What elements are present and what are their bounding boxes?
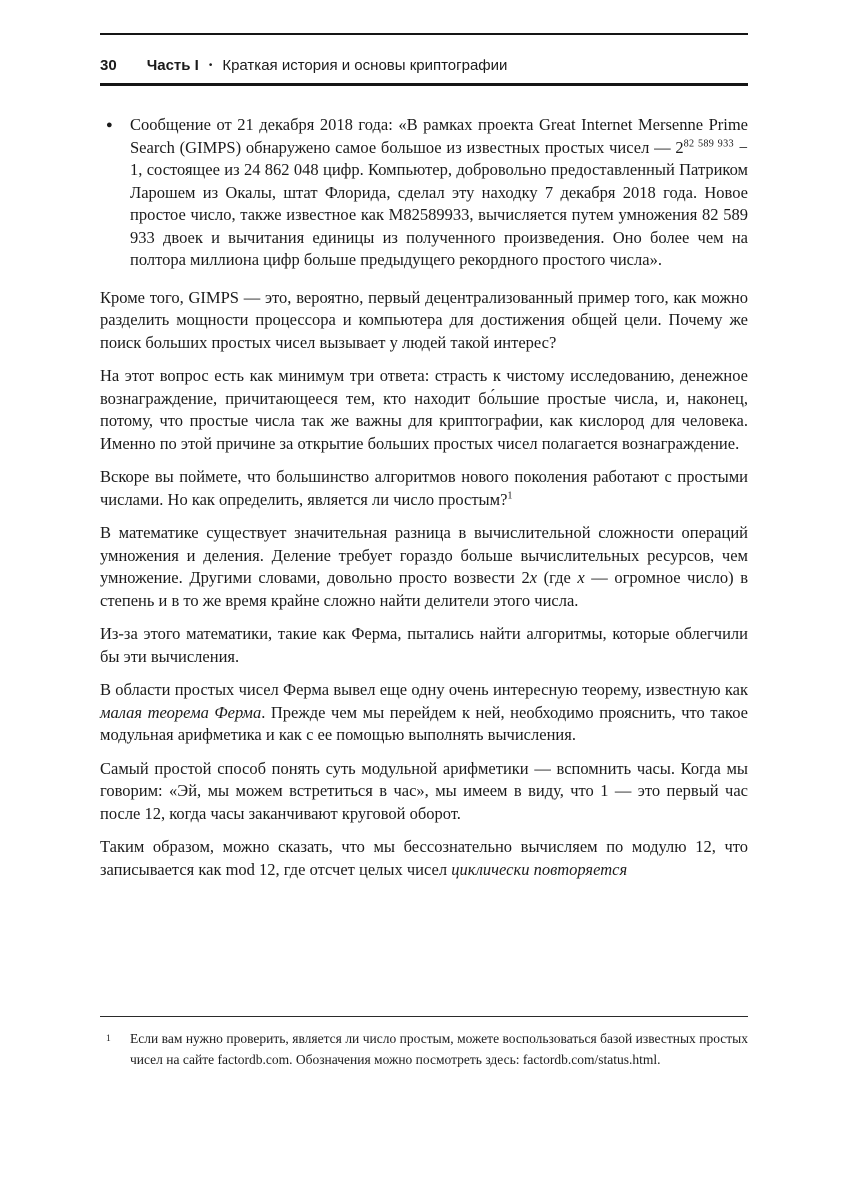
text-run: Из-за этого математики, такие как Ферма, пытались найти алгоритмы, которые облегчили бы эти вычисления. (100, 624, 748, 666)
bullet-item (100, 114, 748, 272)
superscript-text: 1 (507, 490, 513, 501)
footnote-rule (100, 1016, 748, 1017)
paragraph (100, 623, 748, 668)
italic-text: малая теорема Ферма (100, 702, 262, 722)
paragraph (100, 679, 748, 747)
text-run: В математике существует значительная разница в вычислительной сложности операций умножения и деления. Деление требует гораздо больше вычислительных ресурсов, чем умножение. Другими словами, довольно просто возвести 2 (100, 523, 748, 587)
page-number: 30 (100, 57, 117, 74)
paragraph (100, 758, 748, 826)
paragraph (100, 522, 748, 612)
text-run: − 1, состоящее из 24 862 048 цифр. Компьютер, добровольно предоставленный Патриком Ларошем из Окалы, штат Флорида, сделал эту находку 7 декабря 2018 года. Новое простое число, также известное как M82589933, вычисляется путем умножения 82 589 933 двоек и вычитания единицы из полученного произведения. Оно более чем на полтора миллиона цифр больше предыдущего рекордного простого числа». (130, 137, 748, 269)
paragraph (100, 365, 748, 455)
top-border-line (100, 33, 748, 35)
text-run: (где (537, 568, 578, 587)
text-run: На этот вопрос есть как минимум три ответа: страсть к чистому исследованию, денежное вознаграждение, причитающееся тем, кто находит бо́льшие простые числа, и, наконец, потому, что простые числа так же важны для криптографии, как кислород для человека. Именно по этой причине за открытие больших простых чисел полагается вознаграждение. (100, 366, 748, 453)
text-run: Самый простой способ понять суть модульной арифметики — вспомнить часы. Когда мы говорим: «Эй, мы можем встретиться в час», мы имеем в виду, что 1 — это первый час после 12, когда часы заканчивают круговой оборот. (100, 758, 748, 823)
text-run: Сообщение от 21 декабря 2018 года: «В рамках проекта Great Internet Mersenne Prime Search (GIMPS) обнаружено самое большое из известных простых чисел — 2 (130, 115, 748, 157)
footnote-text: Если вам нужно проверить, является ли число простым, можете воспользоваться базой известных простых чисел на сайте factordb.com. Обозначения можно посмотреть здесь: factordb.com/status.html. (130, 1031, 748, 1067)
footnote-area (100, 1016, 748, 1070)
italic-text: x (577, 568, 585, 587)
page-body (100, 114, 748, 881)
italic-text: циклически повторяется (451, 859, 628, 879)
chapter-title: Краткая история и основы криптографии (222, 57, 508, 74)
paragraph (100, 287, 748, 355)
text-run: Кроме того, GIMPS — это, вероятно, первый децентрализованный пример того, как можно разделить мощности процессора и компьютера для достижения общей цели. Почему же поиск больших простых чисел вызывает у людей такой интерес? (100, 287, 748, 352)
paragraph (100, 836, 748, 881)
footnote-marker: 1 (106, 1034, 111, 1044)
text-run: В области простых чисел Ферма вывел еще одну очень интересную теорему, известную как (100, 680, 748, 699)
text-run: — огромное число) в степень и в то же время крайне сложно найти делители этого числа. (100, 568, 748, 610)
paragraph (100, 466, 748, 511)
footnote (100, 1028, 748, 1070)
part-label: Часть I (146, 57, 199, 74)
text-run: Вскоре вы поймете, что большинство алгоритмов нового поколения работают с простыми числами. Но как определить, является ли число простым? (100, 467, 748, 509)
running-head (100, 57, 748, 74)
italic-text: x (529, 568, 538, 587)
superscript-text: 82 589 933 (683, 138, 734, 149)
bullet-icon: ● (106, 119, 113, 131)
page-content (100, 0, 748, 892)
header-separator-icon: • (208, 60, 213, 71)
text-run: . Прежде чем мы перейдем к ней, необходимо прояснить, что такое модульная арифметика и как с ее помощью выполнять вычисления. (100, 702, 748, 744)
header-rule (100, 83, 748, 86)
text-run: Таким образом, можно сказать, что мы бессознательно вычисляем по модулю 12, что записывается как mod 12, где отсчет целых чисел (100, 837, 748, 879)
